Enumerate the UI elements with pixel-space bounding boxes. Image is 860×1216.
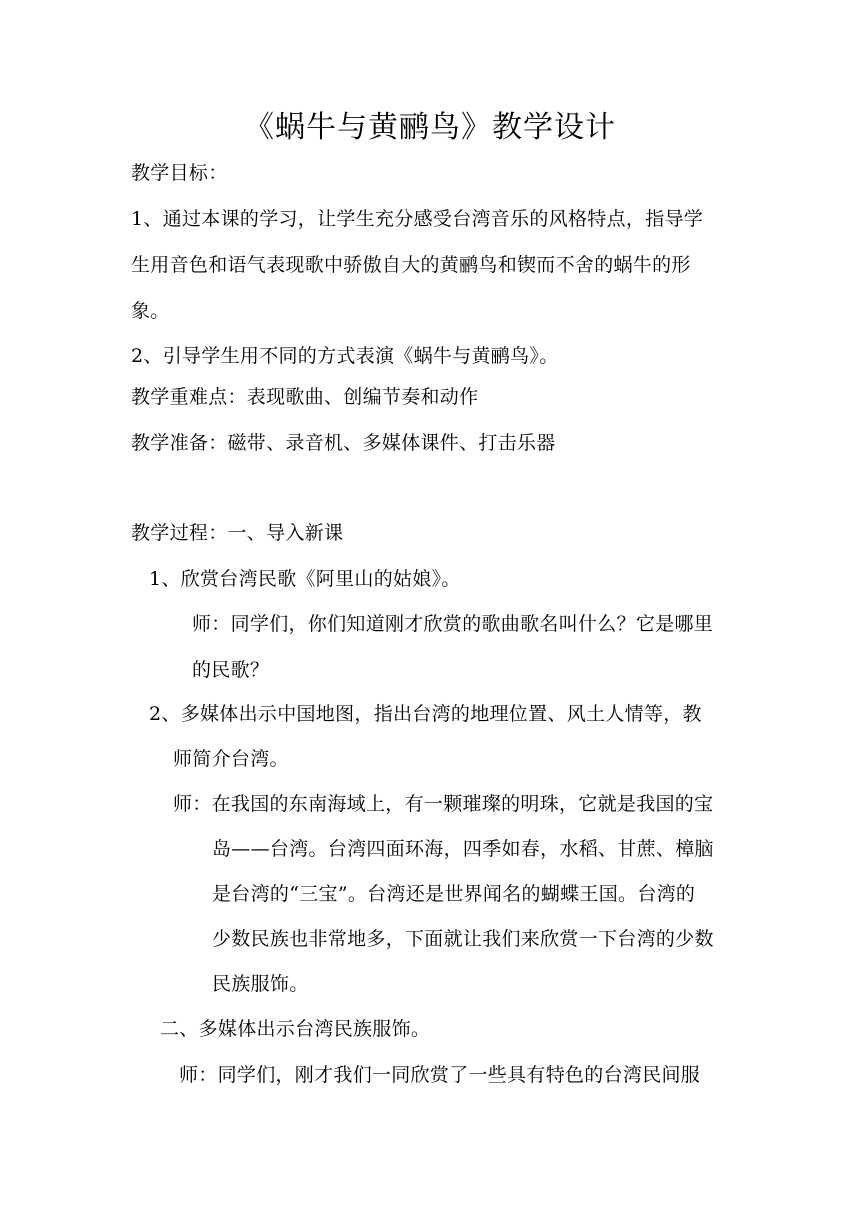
document-title: 《蜗牛与黄鹂鸟》教学设计: [244, 110, 616, 145]
teacher-question-1-line-1: 师：同学们，你们知道刚才欣赏的歌曲歌名叫什么？它是哪里: [192, 613, 714, 635]
teacher-intro-line-5: 民族服饰。: [212, 973, 309, 995]
teacher-question-1-line-2: 的民歌？: [192, 659, 270, 681]
teacher-question-2-line-1: 师：同学们，刚才我们一同欣赏了一些具有特色的台湾民间服: [179, 1064, 701, 1086]
process-heading: 教学过程：一、导入新课: [131, 522, 344, 544]
teacher-intro-line-2: 岛——台湾。台湾四面环海，四季如春，水稻、甘蔗、樟脑: [212, 838, 714, 860]
teacher-intro-line-4: 少数民族也非常地多，下面就让我们来欣赏一下台湾的少数: [212, 928, 714, 950]
preparation-line: 教学准备：磁带、录音机、多媒体课件、打击乐器: [131, 432, 556, 454]
objective-2: 2、引导学生用不同的方式表演《蜗牛与黄鹂鸟》。: [131, 345, 559, 367]
step-2-line-2: 师简介台湾。: [173, 748, 289, 770]
teacher-intro-line-1: 师：在我国的东南海域上，有一颗璀璨的明珠，它就是我国的宝: [173, 793, 714, 815]
step-1: 1、欣赏台湾民歌《阿里山的姑娘》。: [149, 568, 461, 590]
step-2-line-1: 2、多媒体出示中国地图，指出台湾的地理位置、风土人情等，教: [149, 703, 702, 725]
section-2-heading: 二、多媒体出示台湾民族服饰。: [160, 1018, 431, 1040]
objective-1-line-3: 象。: [131, 300, 170, 322]
objective-1-line-2: 生用音色和语气表现歌中骄傲自大的黄鹂鸟和锲而不舍的蜗牛的形: [131, 254, 691, 276]
objective-1-line-1: 1、通过本课的学习，让学生充分感受台湾音乐的风格特点，指导学: [131, 208, 704, 230]
difficulty-line: 教学重难点：表现歌曲、创编节奏和动作: [131, 386, 479, 408]
objectives-label: 教学目标：: [131, 162, 228, 184]
teacher-intro-line-3: 是台湾的“三宝”。台湾还是世界闻名的蝴蝶王国。台湾的: [212, 883, 696, 905]
